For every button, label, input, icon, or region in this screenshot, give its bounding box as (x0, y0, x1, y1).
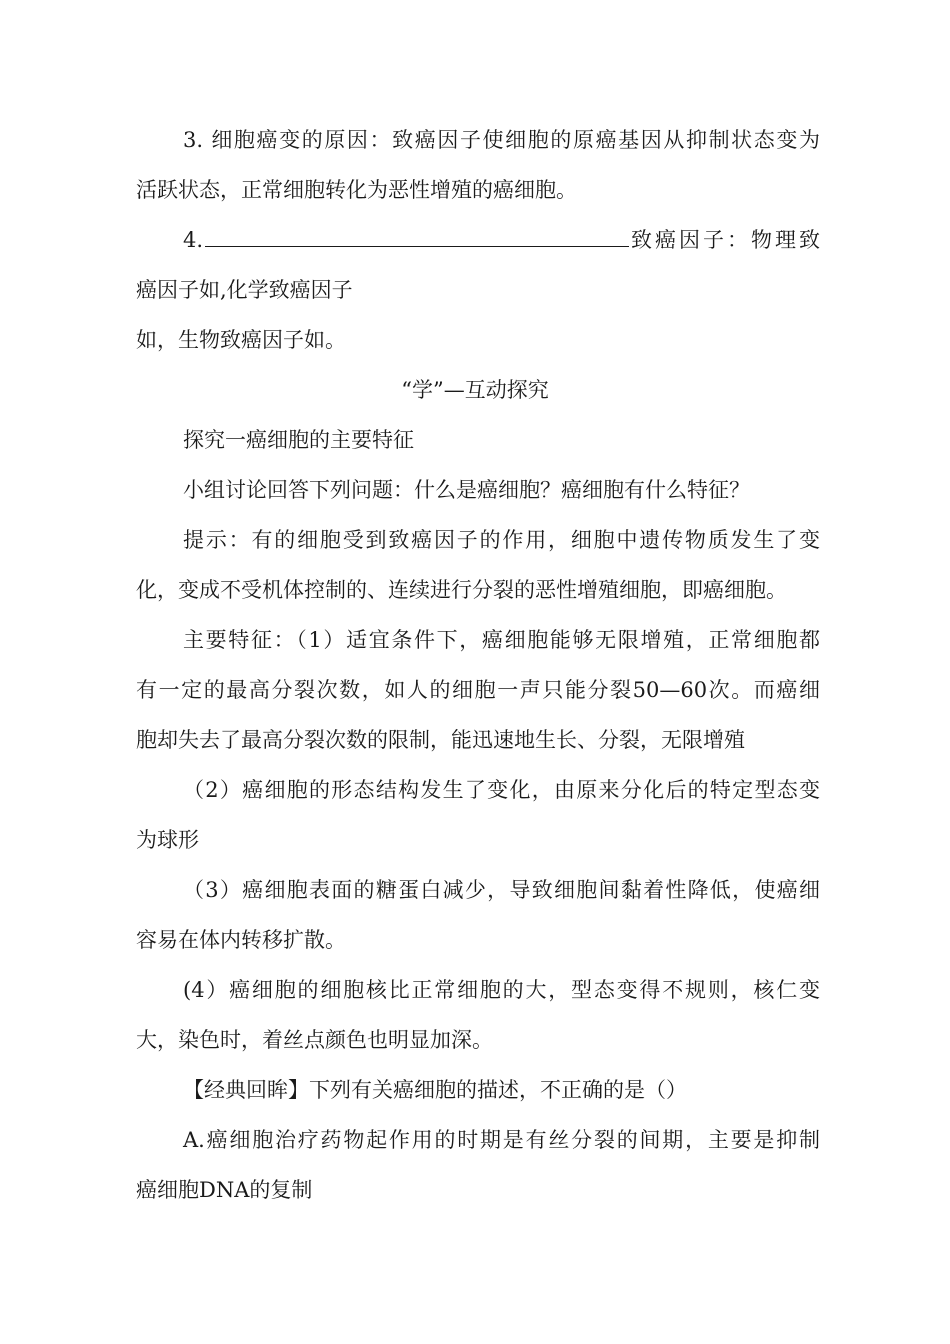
feature-4-line-2: 大，染色时，着丝点颜色也明显加深。 (136, 1028, 493, 1052)
explore-title: 探究一癌细胞的主要特征 (183, 428, 414, 452)
option-a-line-2: 癌细胞DNA的复制 (136, 1178, 313, 1202)
feature-3-line-2: 容易在体内转移扩散。 (136, 928, 346, 952)
paragraph-3-line-2: 活跃状态，正常细胞转化为恶性增殖的癌细胞。 (136, 178, 577, 202)
feature-3-line-1: （3）癌细胞表面的糖蛋白减少，导致细胞间黏着性降低，使癌细 (183, 878, 820, 902)
paragraph-4-number: 4. (183, 228, 204, 252)
feature-4-line-1: (4）癌细胞的细胞核比正常细胞的大，型态变得不规则，核仁变 (183, 978, 820, 1002)
hint-line-1: 提示：有的细胞受到致癌因子的作用，细胞中遗传物质发生了变 (183, 528, 820, 552)
feature-1-line-2: 有一定的最高分裂次数，如人的细胞一声只能分裂50—60次。而癌细 (136, 678, 820, 702)
paragraph-3-line-1: 3. 细胞癌变的原因：致癌因子使细胞的原癌基因从抑制状态变为 (183, 128, 820, 152)
feature-2-line-1: （2）癌细胞的形态结构发生了变化，由原来分化后的特定型态变 (183, 778, 820, 802)
fill-in-blank[interactable] (205, 226, 629, 247)
paragraph-4-suffix: 致癌因子：物理致 (631, 228, 824, 252)
paragraph-4-line-1 (183, 226, 823, 254)
feature-1-line-1: 主要特征：（1）适宜条件下，癌细胞能够无限增殖，正常细胞都 (183, 628, 820, 652)
feature-2-line-2: 为球形 (136, 828, 199, 852)
discussion-question: 小组讨论回答下列问题：什么是癌细胞？癌细胞有什么特征？ (183, 478, 750, 502)
paragraph-4-line-3: 如，生物致癌因子如。 (136, 328, 346, 352)
section-title: “学”—互动探究 (401, 378, 549, 402)
hint-line-2: 化，变成不受机体控制的、连续进行分裂的恶性增殖细胞，即癌细胞。 (136, 578, 787, 602)
option-a-line-1: A.癌细胞治疗药物起作用的时期是有丝分裂的间期，主要是抑制 (183, 1128, 820, 1152)
feature-1-line-3: 胞却失去了最高分裂次数的限制，能迅速地生长、分裂，无限增殖 (136, 728, 745, 752)
classic-question: 【经典回眸】下列有关癌细胞的描述，不正确的是（） (183, 1078, 687, 1102)
paragraph-4-line-2: 癌因子如,化学致癌因子 (136, 278, 353, 302)
